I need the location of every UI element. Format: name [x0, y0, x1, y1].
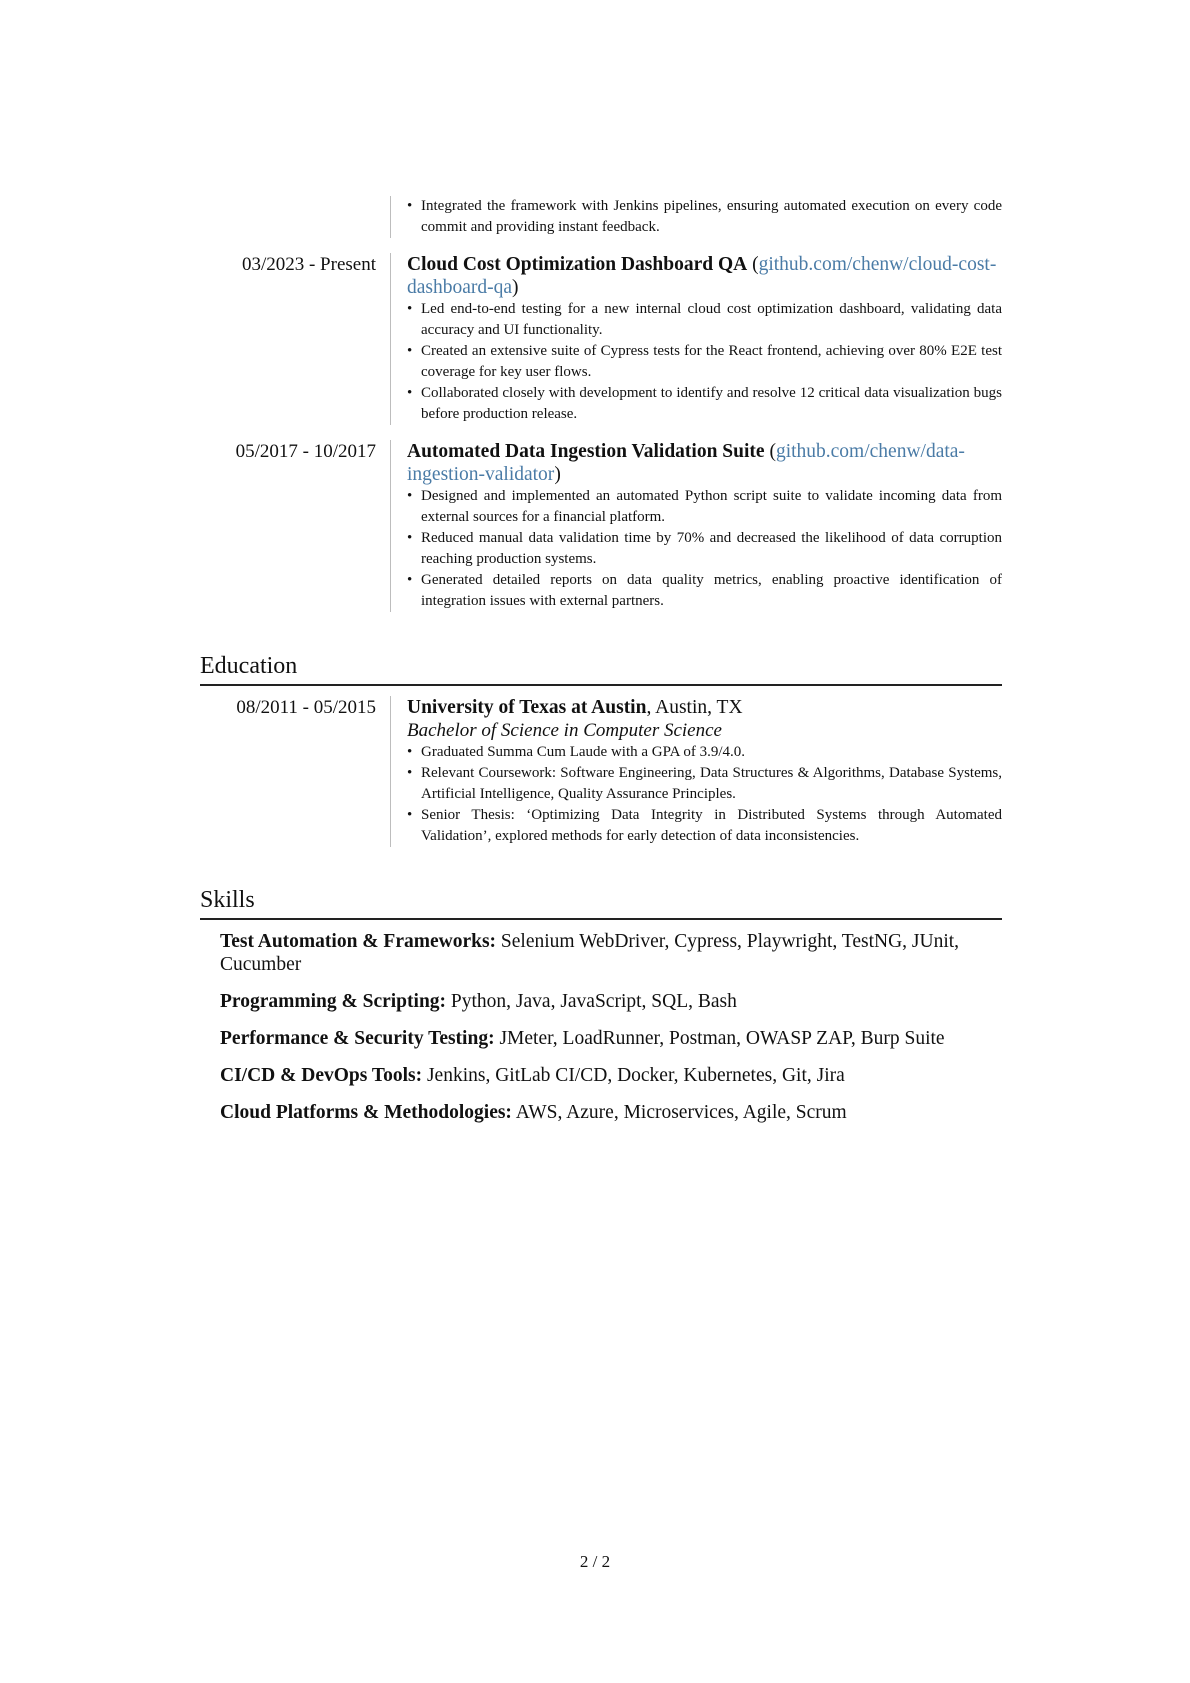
skill-values: Python, Java, JavaScript, SQL, Bash — [446, 991, 737, 1012]
skill-values: Jenkins, GitLab CI/CD, Docker, Kubernetes, Git, Jira — [422, 1065, 845, 1086]
bullet-item — [407, 763, 1002, 805]
skill-category: CI/CD & DevOps Tools: — [220, 1065, 423, 1086]
bullet-dot: • — [407, 301, 413, 317]
skill-category: Test Automation & Frameworks: — [220, 931, 497, 952]
bullet-item — [407, 742, 1002, 763]
entry-date: 05/2017 - 10/2017 — [235, 441, 376, 462]
bullet-dot: • — [407, 198, 413, 214]
bullet-dot: • — [407, 572, 413, 588]
section-rule — [200, 684, 1002, 686]
project-link[interactable]: github.com/chenw/cloud-cost-dashboard-qa — [407, 254, 997, 298]
bullet-item — [407, 341, 1002, 383]
entry-date: 08/2011 - 05/2015 — [236, 697, 376, 718]
project-title: Cloud Cost Optimization Dashboard QA — [407, 254, 748, 275]
skill-values: AWS, Azure, Microservices, Agile, Scrum — [511, 1102, 847, 1123]
bullet-item — [407, 570, 1002, 612]
bullet-item — [407, 805, 1002, 847]
skills-list — [220, 930, 1010, 1138]
bullet-dot: • — [407, 385, 413, 401]
section-heading: Education — [200, 653, 298, 679]
bullet-text: Collaborated closely with development to identify and resolve 12 critical data visualization bugs before production release. — [421, 385, 1002, 422]
bullet-text: Generated detailed reports on data quality metrics, enabling proactive identification of integration issues with external partners. — [421, 572, 1002, 609]
close-paren: ) — [554, 464, 561, 485]
skill-row — [220, 990, 1010, 1013]
bullet-dot: • — [407, 343, 413, 359]
skill-row — [220, 1101, 1010, 1124]
skill-values: Selenium WebDriver, Cypress, Playwright, TestNG, JUnit, Cucumber — [220, 931, 960, 975]
institution-location: , Austin, TX — [646, 697, 743, 718]
entry-divider — [390, 440, 391, 612]
skill-row — [220, 930, 1010, 976]
skill-category: Programming & Scripting: — [220, 991, 447, 1012]
bullet-item — [407, 196, 1002, 238]
open-paren: ( — [769, 441, 776, 462]
bullet-text: Reduced manual data validation time by 70% and decreased the likelihood of data corruption reaching production systems. — [421, 530, 1002, 567]
bullet-text: Relevant Coursework: Software Engineering, Data Structures & Algorithms, Database Systems, Artificial Intelligence, Quality Assurance Principles. — [421, 765, 1002, 802]
skills-section — [200, 886, 1002, 920]
project-title-line — [407, 440, 1002, 486]
skill-category: Cloud Platforms & Methodologies: — [220, 1102, 512, 1123]
bullet-dot: • — [407, 488, 413, 504]
bullet-dot: • — [407, 807, 413, 823]
bullet-item — [407, 299, 1002, 341]
bullet-list — [407, 486, 1002, 612]
bullet-text: Graduated Summa Cum Laude with a GPA of 3.9/4.0. — [421, 744, 745, 760]
entry-divider — [390, 696, 391, 847]
open-paren: ( — [752, 254, 759, 275]
project-entry — [200, 440, 1002, 612]
skill-row — [220, 1027, 1010, 1050]
entry-date: 03/2023 - Present — [241, 254, 376, 275]
project-title-line — [407, 253, 1002, 299]
bullet-dot: • — [407, 765, 413, 781]
project-entry — [200, 253, 1002, 425]
bullet-text: Senior Thesis: ‘Optimizing Data Integrity in Distributed Systems through Automated Validation’, explored methods for early detection of data inconsistencies. — [421, 807, 1002, 844]
project-link[interactable]: github.com/chenw/data-ingestion-validator — [407, 441, 965, 485]
bullet-item — [407, 528, 1002, 570]
bullet-text: Designed and implemented an automated Python script suite to validate incoming data from external sources for a financial platform. — [421, 488, 1002, 525]
page-number: 2 / 2 — [579, 1552, 611, 1571]
bullet-item — [407, 383, 1002, 425]
close-paren: ) — [512, 277, 519, 298]
bullet-list — [407, 299, 1002, 425]
entry-divider — [390, 253, 391, 425]
bullet-dot: • — [407, 744, 413, 760]
education-entry — [200, 696, 1002, 847]
project-title: Automated Data Ingestion Validation Suite — [407, 441, 765, 462]
skill-row — [220, 1064, 1010, 1087]
skill-category: Performance & Security Testing: — [220, 1028, 495, 1049]
institution-name: University of Texas at Austin — [407, 697, 647, 718]
bullet-item — [407, 486, 1002, 528]
skill-values: JMeter, LoadRunner, Postman, OWASP ZAP, Burp Suite — [494, 1028, 945, 1049]
education-section — [200, 652, 1002, 686]
bullet-text: Created an extensive suite of Cypress tests for the React frontend, achieving over 80% E2E test coverage for key user flows. — [421, 343, 1002, 380]
bullet-text: Led end-to-end testing for a new internal cloud cost optimization dashboard, validating data accuracy and UI functionality. — [421, 301, 1002, 338]
section-rule — [200, 918, 1002, 920]
experience-continued-entry — [200, 196, 1002, 238]
institution-line — [407, 696, 1002, 719]
bullet-dot: • — [407, 530, 413, 546]
bullet-list — [407, 742, 1002, 847]
bullet-list — [407, 196, 1002, 238]
section-heading: Skills — [200, 887, 255, 913]
degree: Bachelor of Science in Computer Science — [407, 720, 722, 741]
entry-divider — [390, 196, 391, 238]
bullet-text: Integrated the framework with Jenkins pipelines, ensuring automated execution on every code commit and providing instant feedback. — [421, 198, 1002, 235]
